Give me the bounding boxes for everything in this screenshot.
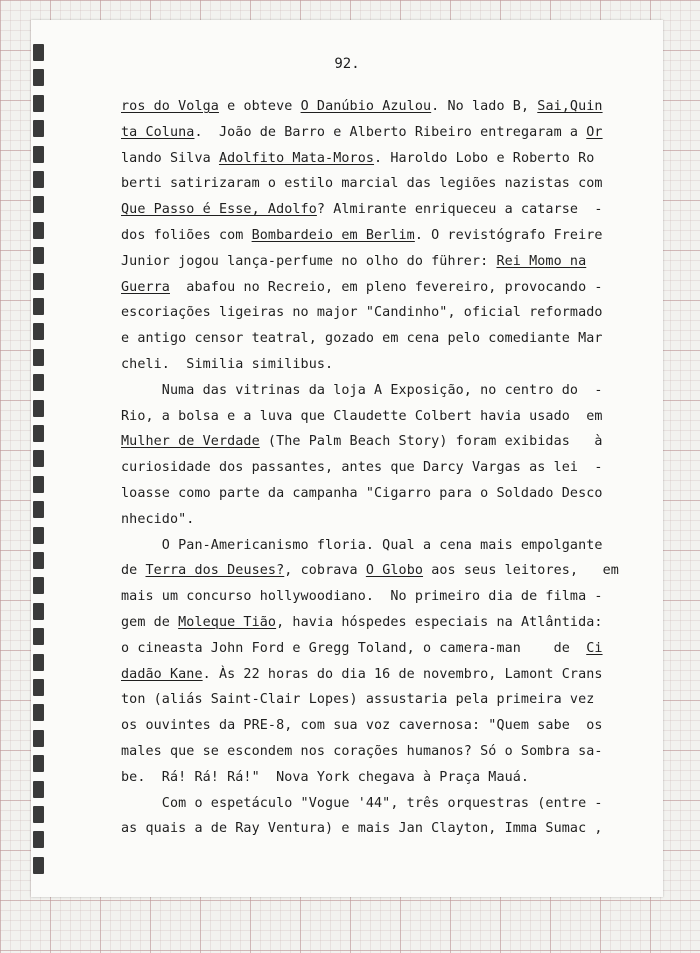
- text-run: os ouvintes da PRE-8, com sua voz cavernosa: "Quem sabe os: [121, 718, 603, 734]
- text-line: [121, 151, 594, 166]
- text-line: [121, 305, 603, 320]
- underlined-title: Guerra: [121, 279, 170, 295]
- text-run: (The Palm Beach Story) foram exibidas à: [259, 434, 603, 450]
- text-run: O Pan-Americanismo floria. Qual a cena mais empolgante: [121, 537, 603, 553]
- binder-hole: [33, 501, 44, 518]
- binder-hole: [33, 577, 44, 594]
- text-run: dos foliões com: [121, 228, 252, 243]
- text-line: [121, 641, 603, 656]
- binder-holes: [31, 44, 45, 904]
- binder-hole: [33, 831, 44, 848]
- text-run: gem de: [121, 615, 179, 630]
- text-run: Junior jogou lança-perfume no olho do führer:: [121, 253, 497, 269]
- text-line: [121, 796, 603, 811]
- underlined-title: Or: [586, 124, 603, 140]
- binder-hole: [33, 400, 44, 417]
- text-run: berti satirizaram o estilo marcial das legiões nazistas com: [121, 176, 603, 192]
- underlined-title: O Danúbio Azulou: [300, 99, 432, 114]
- binder-hole: [33, 552, 44, 569]
- text-line: [121, 770, 529, 785]
- text-run: mais um concurso hollywoodiano. No primeiro dia de filma -: [121, 589, 603, 605]
- binder-hole: [33, 196, 44, 213]
- text-line: [121, 331, 603, 346]
- underlined-title: Sai,Quin: [537, 99, 603, 114]
- text-line: [121, 460, 603, 475]
- binder-hole: [33, 654, 44, 671]
- binder-hole: [33, 450, 44, 467]
- binder-hole: [33, 222, 44, 239]
- text-run: . No lado B,: [431, 99, 538, 114]
- underlined-title: Terra dos Deuses?: [145, 563, 285, 579]
- text-line: [121, 228, 603, 243]
- underlined-title: Que Passo é Esse, Adolfo: [121, 202, 317, 218]
- binder-hole: [33, 298, 44, 315]
- text-run: , cobrava: [284, 563, 366, 579]
- binder-hole: [33, 603, 44, 620]
- binder-hole: [33, 374, 44, 391]
- text-run: de: [121, 563, 146, 579]
- underlined-title: O Globo: [365, 563, 424, 579]
- text-run: abafou no Recreio, em pleno fevereiro, provocando -: [169, 279, 603, 295]
- page-number: 92.: [334, 56, 360, 72]
- binder-hole: [33, 730, 44, 747]
- text-run: ? Almirante enriqueceu a catarse -: [316, 202, 603, 218]
- text-run: . O revistógrafo Freire: [414, 228, 603, 243]
- binder-hole: [33, 806, 44, 823]
- binder-hole: [33, 781, 44, 798]
- text-run: curiosidade dos passantes, antes que Darcy Vargas as lei -: [121, 460, 603, 476]
- text-line: [121, 383, 603, 398]
- text-line: [121, 486, 603, 501]
- text-line: [121, 176, 603, 191]
- text-line: [121, 615, 603, 630]
- binder-hole: [33, 755, 44, 772]
- text-run: males que se escondem nos corações humanos? Só o Sombra sa-: [121, 744, 603, 759]
- text-line: [121, 744, 603, 759]
- text-line: [121, 254, 586, 269]
- text-run: Rio, a bolsa e a luva que Claudette Colbert havia usado em: [121, 408, 603, 424]
- text-run: loasse como parte da campanha "Cigarro para o Soldado Desco: [121, 486, 603, 501]
- underlined-title: Adolfito Mata-Moros: [218, 150, 375, 166]
- underlined-title: Ci: [586, 640, 603, 656]
- text-run: , havia hóspedes especiais na Atlântida:: [276, 615, 603, 630]
- binder-hole: [33, 349, 44, 366]
- binder-hole: [33, 323, 44, 340]
- text-line: [121, 280, 603, 295]
- text-run: Com o espetáculo "Vogue '44", três orquestras (entre -: [121, 795, 603, 811]
- text-run: aos seus leitores, em: [423, 563, 619, 579]
- text-run: nhecido".: [121, 511, 195, 527]
- underlined-title: dadão Kane: [121, 666, 203, 682]
- binder-hole: [33, 704, 44, 721]
- binder-hole: [33, 527, 44, 544]
- underlined-title: ros do Volga: [121, 99, 219, 114]
- text-line: [121, 357, 333, 372]
- binder-hole: [33, 425, 44, 442]
- underlined-title: Mulher de Verdade: [121, 434, 260, 450]
- text-run: . Haroldo Lobo e Roberto Ro: [374, 150, 595, 166]
- text-run: as quais a de Ray Ventura) e mais Jan Clayton, Imma Sumac ,: [121, 821, 603, 837]
- underlined-title: Rei Momo na: [496, 253, 587, 269]
- text-run: . João de Barro e Alberto Ribeiro entregaram a: [194, 124, 587, 140]
- text-line: [121, 202, 603, 217]
- text-line: [121, 99, 603, 114]
- text-run: cheli. Similia similibus.: [121, 357, 334, 372]
- text-run: be. Rá! Rá! Rá!" Nova York chegava à Praça Mauá.: [121, 769, 530, 785]
- text-run: lando Silva: [121, 150, 219, 166]
- underlined-title: ta Coluna: [121, 124, 195, 140]
- text-line: [121, 821, 603, 836]
- binder-hole: [33, 95, 44, 112]
- text-line: [121, 434, 603, 449]
- text-line: [121, 718, 603, 733]
- text-run: e obteve: [218, 99, 301, 114]
- binder-hole: [33, 247, 44, 264]
- text-line: [121, 667, 603, 682]
- text-run: e antigo censor teatral, gozado em cena pelo comediante Mar: [121, 331, 603, 347]
- underlined-title: Moleque Tião: [178, 615, 277, 630]
- binder-hole: [33, 120, 44, 137]
- text-line: [121, 538, 603, 553]
- text-line: [121, 512, 194, 527]
- binder-hole: [33, 273, 44, 290]
- typewritten-page: [31, 20, 663, 897]
- binder-hole: [33, 857, 44, 874]
- text-run: o cineasta John Ford e Gregg Toland, o camera-man de: [121, 640, 587, 656]
- binder-hole: [33, 171, 44, 188]
- text-line: [121, 589, 603, 604]
- binder-hole: [33, 628, 44, 645]
- text-run: escoriações ligeiras no major "Candinho", oficial reformado: [121, 305, 603, 321]
- binder-hole: [33, 476, 44, 493]
- text-line: [121, 692, 594, 707]
- text-line: [121, 563, 619, 578]
- text-line: [121, 409, 603, 424]
- text-run: Numa das vitrinas da loja A Exposição, no centro do -: [121, 382, 603, 398]
- underlined-title: Bombardeio em Berlim: [251, 228, 415, 243]
- text-run: . Às 22 horas do dia 16 de novembro, Lamont Crans: [202, 666, 603, 682]
- text-run: ton (aliás Saint-Clair Lopes) assustaria pela primeira vez: [121, 692, 595, 708]
- binder-hole: [33, 679, 44, 696]
- binder-hole: [33, 146, 44, 163]
- text-line: [121, 125, 603, 140]
